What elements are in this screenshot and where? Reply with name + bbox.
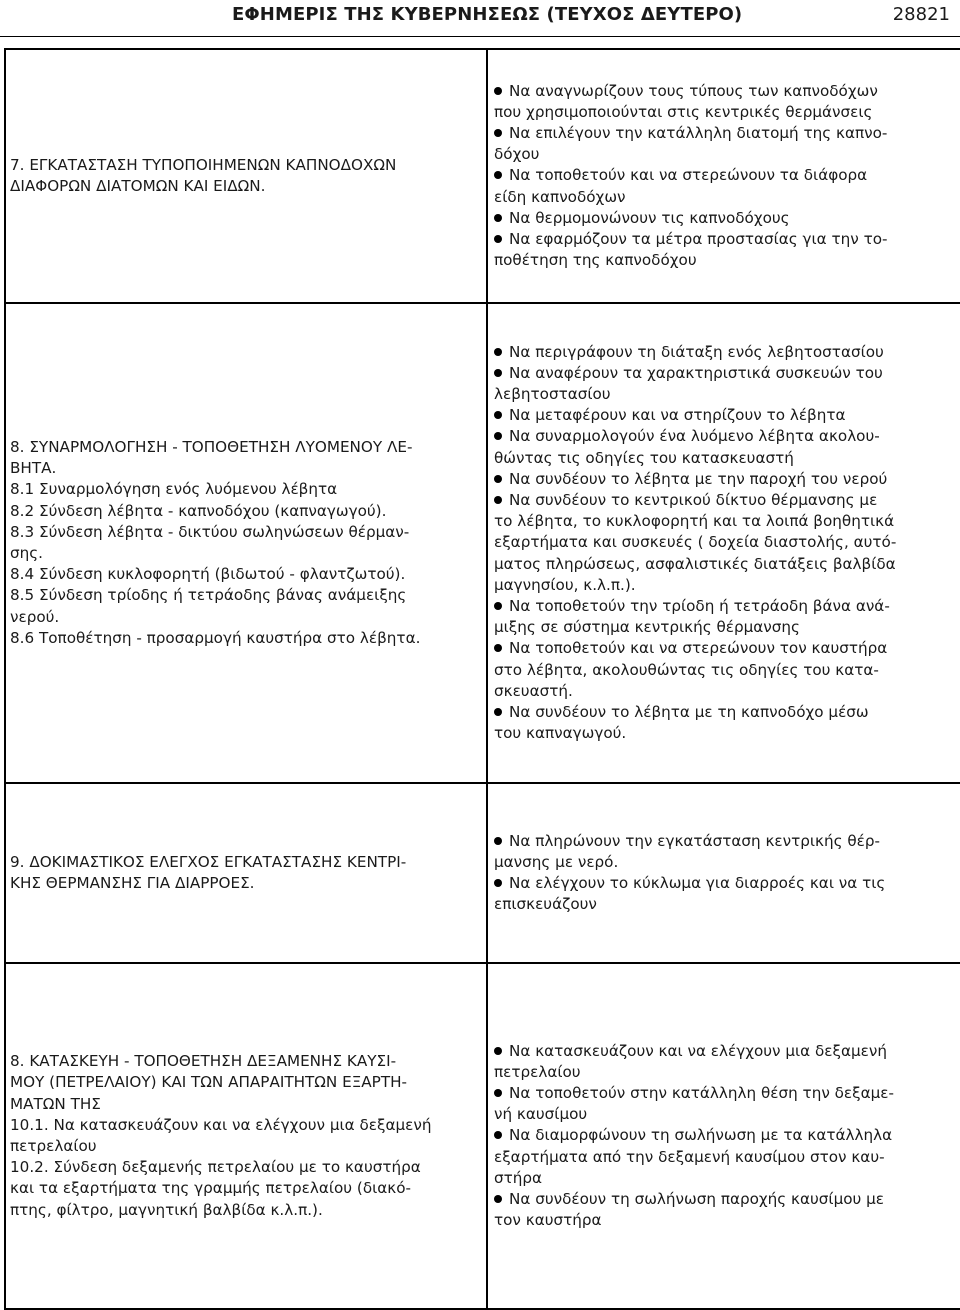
topic-cell <box>5 783 487 963</box>
objectives-list <box>494 342 952 745</box>
objectives-cell <box>487 783 960 963</box>
topic-line: και τα εξαρτήματα της γραμμής πετρελαίου (διακό- <box>10 1179 411 1198</box>
table-row <box>5 963 960 1309</box>
objective-item <box>494 469 952 490</box>
objective-line: του καπναγωγού. <box>494 724 627 743</box>
objectives-list <box>494 81 952 272</box>
bullet-dot-icon <box>494 879 502 887</box>
topic-text <box>6 155 486 197</box>
topic-line: ΜΑΤΩΝ ΤΗΣ <box>10 1094 101 1113</box>
objectives-cell <box>487 49 960 303</box>
bullet-dot-icon <box>494 235 502 243</box>
topic-line: πετρελαίου <box>10 1137 97 1155</box>
objectives-cell <box>487 963 960 1309</box>
objective-line: εξαρτήματα από την δεξαμενή καυσίμου στον καυ- <box>494 1147 885 1166</box>
bullet-dot-icon <box>494 837 502 845</box>
bullet-dot-icon <box>494 214 502 222</box>
bullet-dot-icon <box>494 129 502 137</box>
objective-item <box>494 123 952 165</box>
topic-text <box>6 437 486 649</box>
objective-line: νή καυσίμου <box>494 1105 588 1124</box>
topic-line: ΜΟΥ (ΠΕΤΡΕΛΑΙΟΥ) ΚΑΙ ΤΩΝ ΑΠΑΡΑΙΤΗΤΩΝ ΕΞΑΡΤΗ- <box>10 1073 408 1092</box>
objective-item <box>494 363 952 405</box>
gazette-title: ΕΦΗΜΕΡΙΣ ΤΗΣ ΚΥΒΕΡΝΗΣΕΩΣ (ΤΕΥΧΟΣ ΔΕΥΤΕΡΟ) <box>232 4 743 25</box>
topic-line: 8. ΣΥΝΑΡΜΟΛΟΓΗΣΗ - ΤΟΠΟΘΕΤΗΣΗ ΛΥΟΜΕΝΟΥ ΛΕ- <box>10 437 413 456</box>
bullet-dot-icon <box>494 171 502 179</box>
objective-line: τον καυστήρα <box>494 1211 602 1230</box>
topic-line: ΔΙΑΦΟΡΩΝ ΔΙΑΤΟΜΩΝ ΚΑΙ ΕΙΔΩΝ. <box>10 177 266 195</box>
objective-item <box>494 831 952 873</box>
bullet-dot-icon <box>494 432 502 440</box>
objective-line: δόχου <box>494 145 540 164</box>
objective-line: Να συνδέουν το λέβητα με την παροχή του νερού <box>509 469 888 488</box>
objectives-cell <box>487 303 960 783</box>
topic-line: 10.1. Να κατασκευάζουν και να ελέγχουν μια δεξαμενή <box>10 1115 432 1134</box>
table-row <box>5 303 960 783</box>
objective-line: μαγνησίου, κ.λ.π.). <box>494 575 636 594</box>
curriculum-table <box>4 48 960 1310</box>
objective-line: Να αναφέρουν τα χαρακτηριστικά συσκευών του <box>509 363 883 382</box>
objective-line: Να τοποθετούν στην κατάλληλη θέση την δεξαμε- <box>509 1083 894 1102</box>
topic-line: 8.4 Σύνδεση κυκλοφορητή (βιδωτού - φλαντζωτού). <box>10 565 406 584</box>
objective-line: Να τοποθετούν την τρίοδη ή τετράοδη βάνα ανά- <box>509 597 890 615</box>
topic-line: 8.3 Σύνδεση λέβητα - δικτύου σωληνώσεων θέρμαν- <box>10 522 410 541</box>
topic-line: 9. ΔΟΚΙΜΑΣΤΙΚΟΣ ΕΛΕΓΧΟΣ ΕΓΚΑΤΑΣΤΑΣΗΣ ΚΕΝΤΡΙ- <box>10 852 407 871</box>
objective-item <box>494 702 952 744</box>
objective-line: μιξης σε σύστημα κεντρικής θέρμανσης <box>494 618 800 637</box>
objective-line: μανσης με νερό. <box>494 852 619 871</box>
objective-item <box>494 490 952 596</box>
bullet-dot-icon <box>494 708 502 716</box>
topic-line: 8.6 Τοποθέτηση - προσαρμογή καυστήρα στο λέβητα. <box>10 628 421 647</box>
objective-line: που χρησιμοποιούνται στις κεντρικές θερμάνσεις <box>494 102 873 121</box>
objective-line: στο λέβητα, ακολουθώντας τις οδηγίες του κατα- <box>494 660 879 679</box>
topic-line: 8. ΚΑΤΑΣΚΕΥΗ - ΤΟΠΟΘΕΤΗΣΗ ΔΕΞΑΜΕΝΗΣ ΚΑΥΣΙ- <box>10 1052 397 1071</box>
objective-item <box>494 208 952 229</box>
topic-line: 7. ΕΓΚΑΤΑΣΤΑΣΗ ΤΥΠΟΠΟΙΗΜΕΝΩΝ ΚΑΠΝΟΔΟΧΩΝ <box>10 155 397 174</box>
objective-line: Να πληρώνουν την εγκατάσταση κεντρικής θέρ- <box>509 831 880 850</box>
objective-item <box>494 342 952 363</box>
objective-item <box>494 873 952 915</box>
objective-item <box>494 426 952 468</box>
topic-text <box>6 852 486 894</box>
objective-item <box>494 405 952 426</box>
objective-line: Να θερμομονώνουν τις καπνοδόχους <box>509 208 790 227</box>
objective-line: Να συνδέουν τη σωλήνωση παροχής καυσίμου με <box>509 1190 885 1208</box>
topic-cell <box>5 303 487 783</box>
topic-cell <box>5 963 487 1309</box>
objective-line: το λέβητα, το κυκλοφορητή και τα λοιπά βοηθητικά <box>494 512 895 531</box>
bullet-dot-icon <box>494 1131 502 1139</box>
objective-line: Να τοποθετούν και να στερεώνουν τον καυστήρα <box>509 639 888 658</box>
topic-line: 8.5 Σύνδεση τρίοδης ή τετράοδης βάνας ανάμειξης <box>10 586 407 605</box>
objective-line: Να συναρμολογούν ένα λυόμενο λέβητα ακολου- <box>509 427 880 446</box>
objective-item <box>494 1041 952 1083</box>
objective-item <box>494 1083 952 1125</box>
bullet-dot-icon <box>494 475 502 483</box>
objective-item <box>494 1125 952 1189</box>
bullet-dot-icon <box>494 644 502 652</box>
objective-item <box>494 81 952 123</box>
page-number: 28821 <box>892 4 950 25</box>
objective-line: σκευαστή. <box>494 681 573 700</box>
objective-line: πετρελαίου <box>494 1062 581 1081</box>
bullet-dot-icon <box>494 1047 502 1055</box>
objective-line: Να μεταφέρουν και να στηρίζουν το λέβητα <box>509 406 846 425</box>
bullet-dot-icon <box>494 1089 502 1097</box>
topic-line: 8.1 Συναρμολόγηση ενός λυόμενου λέβητα <box>10 480 338 499</box>
table-row <box>5 49 960 303</box>
objective-line: Να συνδέουν το κεντρικού δίκτυο θέρμανσης με <box>509 490 878 509</box>
objective-line: επισκευάζουν <box>494 895 597 914</box>
bullet-dot-icon <box>494 496 502 504</box>
objective-item <box>494 229 952 271</box>
objective-line: Να κατασκευάζουν και να ελέγχουν μια δεξαμενή <box>509 1041 887 1060</box>
objective-line: Να ελέγχουν το κύκλωμα για διαρροές και να τις <box>509 874 886 892</box>
objectives-list <box>494 831 952 916</box>
objective-item <box>494 596 952 638</box>
topic-cell <box>5 49 487 303</box>
objective-line: λεβητοστασίου <box>494 384 611 403</box>
topic-line: πτης, φίλτρο, μαγνητική βαλβίδα κ.λ.π.). <box>10 1200 323 1219</box>
objectives-list <box>494 1041 952 1232</box>
objective-line: Να συνδέουν το λέβητα με τη καπνοδόχο μέσω <box>509 703 869 722</box>
topic-line: 8.2 Σύνδεση λέβητα - καπνοδόχου (καπναγωγού). <box>10 501 387 520</box>
objective-line: θώντας τις οδηγίες του κατασκευαστή <box>494 448 794 467</box>
page-header <box>0 0 960 37</box>
topic-line: νερού. <box>10 607 60 626</box>
objective-line: Να διαμορφώνουν τη σωλήνωση με τα κατάλληλα <box>509 1126 893 1145</box>
topic-line: ΒΗΤΑ. <box>10 459 57 478</box>
objective-line: εξαρτήματα και συσκευές ( δοχεία διαστολής, αυτό- <box>494 533 897 552</box>
objective-line: ποθέτηση της καπνοδόχου <box>494 251 697 270</box>
bullet-dot-icon <box>494 87 502 95</box>
topic-text <box>6 1051 486 1221</box>
bullet-dot-icon <box>494 348 502 356</box>
objective-line: ματος πληρώσεως, ασφαλιστικές διατάξεις βαλβίδα <box>494 554 896 573</box>
topic-line: 10.2. Σύνδεση δεξαμενής πετρελαίου με το καυστήρα <box>10 1158 421 1177</box>
objective-item <box>494 165 952 207</box>
objective-line: Να τοποθετούν και να στερεώνουν τα διάφορα <box>509 166 868 185</box>
objective-line: στήρα <box>494 1168 543 1187</box>
objective-item <box>494 1189 952 1231</box>
objective-item <box>494 638 952 702</box>
objective-line: Να περιγράφουν τη διάταξη ενός λεβητοστασίου <box>509 342 884 361</box>
objective-line: Να επιλέγουν την κατάλληλη διατομή της καπνο- <box>509 123 888 142</box>
topic-line: σης. <box>10 544 43 562</box>
table-row <box>5 783 960 963</box>
bullet-dot-icon <box>494 602 502 610</box>
topic-line: ΚΗΣ ΘΕΡΜΑΝΣΗΣ ΓΙΑ ΔΙΑΡΡΟΕΣ. <box>10 874 255 892</box>
objective-line: είδη καπνοδόχων <box>494 187 626 206</box>
bullet-dot-icon <box>494 1195 502 1203</box>
objective-line: Να αναγνωρίζουν τους τύπους των καπνοδόχων <box>509 81 878 100</box>
bullet-dot-icon <box>494 411 502 419</box>
objective-line: Να εφαρμόζουν τα μέτρα προστασίας για την το- <box>509 230 888 248</box>
bullet-dot-icon <box>494 369 502 377</box>
